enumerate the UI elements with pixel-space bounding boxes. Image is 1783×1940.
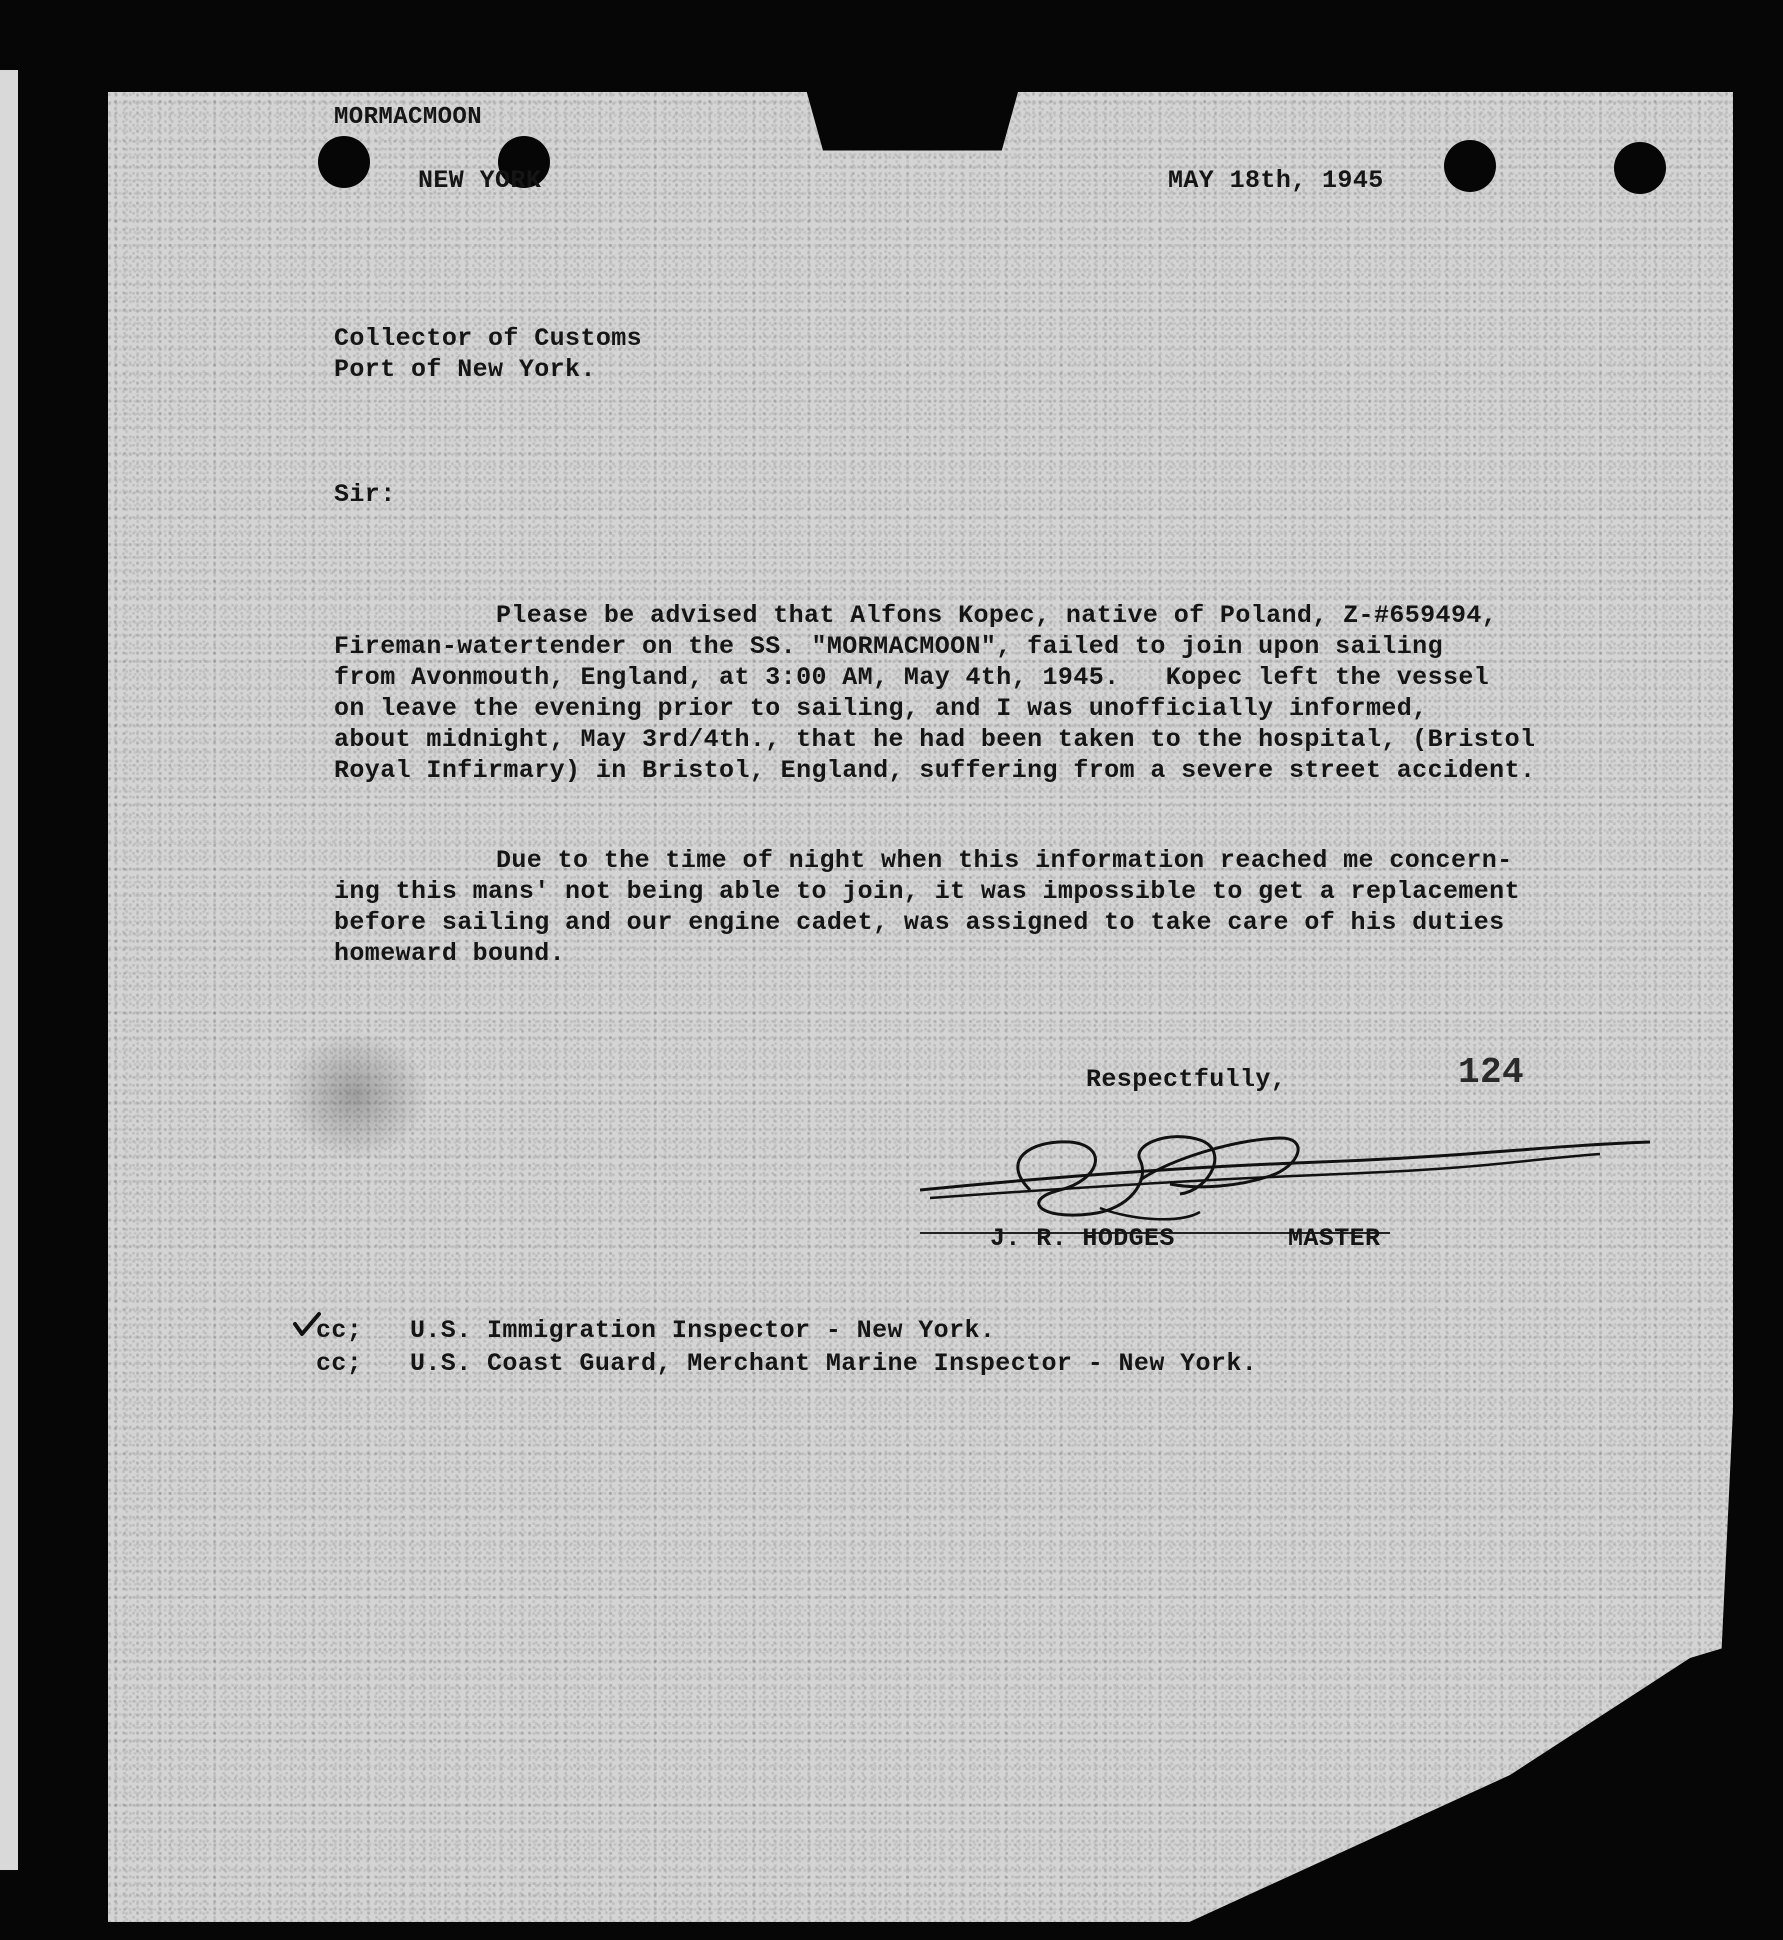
scan-edge-strip [0, 70, 18, 1870]
punch-hole [1444, 140, 1496, 192]
ink-blot [280, 1030, 430, 1160]
recipient-line-1: Collector of Customs [334, 324, 643, 353]
signer-title: MASTER [1288, 1224, 1381, 1253]
salutation: Sir: [334, 480, 396, 509]
closing: Respectfully, [1086, 1065, 1287, 1094]
recipient-line-2: Port of New York. [334, 355, 596, 384]
body-line: on leave the evening prior to sailing, and I was unofficially informed, [334, 694, 1428, 723]
body-line: Due to the time of night when this information reached me concern- [496, 846, 1513, 875]
cc-recipient: U.S. Coast Guard, Merchant Marine Inspector - New York. [410, 1349, 1258, 1378]
place-line: NEW YORK [418, 166, 542, 195]
body-line: Royal Infirmary) in Bristol, England, suffering from a severe street accident. [334, 756, 1536, 785]
page-number: 124 [1458, 1052, 1525, 1093]
body-line: about midnight, May 3rd/4th., that he had been taken to the hospital, (Bristol [334, 725, 1536, 754]
body-line: before sailing and our engine cadet, was assigned to take care of his duties [334, 908, 1505, 937]
handwritten-signature [900, 1120, 1660, 1240]
cc-recipient: U.S. Immigration Inspector - New York. [410, 1316, 996, 1345]
body-line: homeward bound. [334, 939, 566, 968]
signer-name: J. R. HODGES [990, 1224, 1175, 1253]
punch-hole [1614, 142, 1666, 194]
body-line: ing this mans' not being able to join, it was impossible to get a replacement [334, 877, 1520, 906]
body-line: Please be advised that Alfons Kopec, native of Poland, Z-#659494, [496, 601, 1498, 630]
cc-prefix: cc; [316, 1316, 363, 1345]
body-line: from Avonmouth, England, at 3:00 AM, May 4th, 1945. Kopec left the vessel [334, 663, 1490, 692]
letter-date: MAY 18th, 1945 [1168, 166, 1384, 195]
body-line: Fireman-watertender on the SS. "MORMACMOON", failed to join upon sailing [334, 632, 1443, 661]
punch-hole [318, 136, 370, 188]
cc-prefix: cc; [316, 1349, 363, 1378]
ship-stamp: MORMACMOON [334, 104, 483, 131]
